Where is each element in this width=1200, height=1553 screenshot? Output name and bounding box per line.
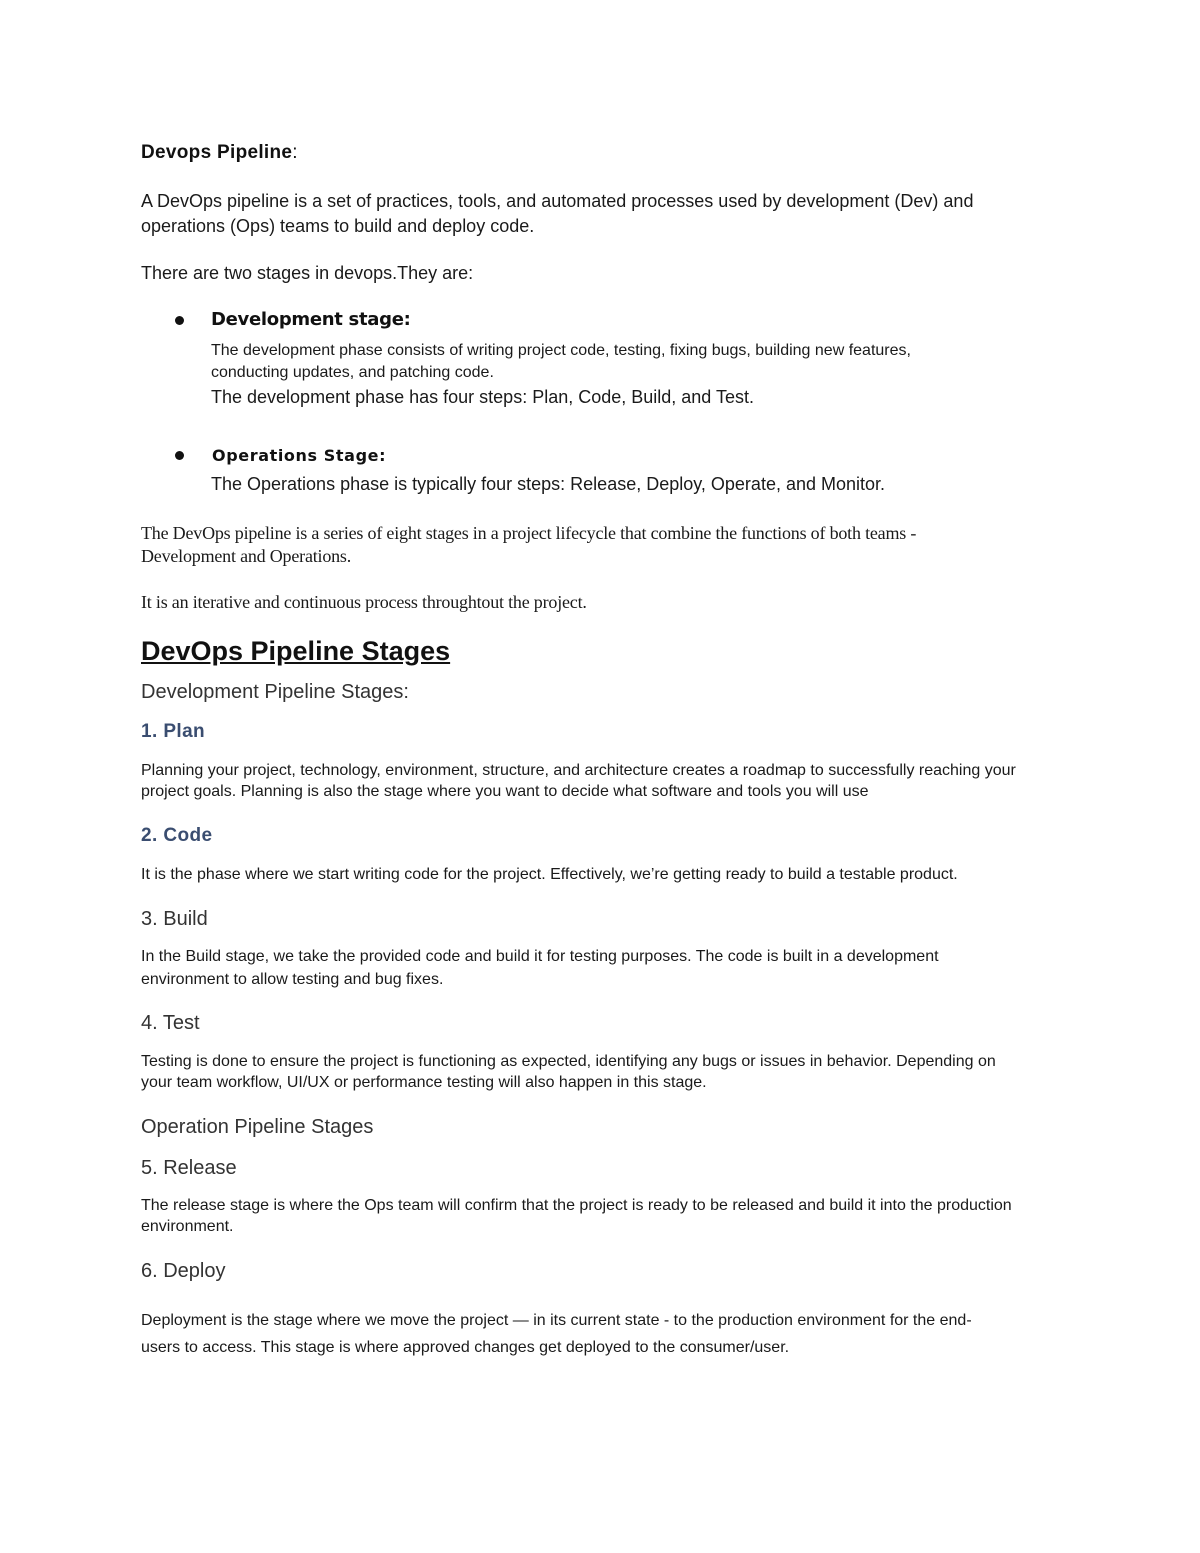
build-line-2: environment to allow testing and bug fixes. <box>141 971 444 988</box>
operations-line-1: The Operations phase is typically four steps: Release, Deploy, Operate, and Monitor. <box>211 474 886 494</box>
document-title <box>141 142 298 164</box>
test-line-1: Testing is done to ensure the project is functioning as expected, identifying any bugs or issues in behavior. Depending on <box>141 1053 996 1070</box>
stage-heading-release: 5. Release <box>141 1157 237 1179</box>
stage-heading-test: 4. Test <box>141 1012 200 1034</box>
bullet-dot-operations <box>175 451 184 460</box>
development-line-1: The development phase consists of writing project code, testing, fixing bugs, building new features, <box>211 342 911 359</box>
plan-line-2: project goals. Planning is also the stage where you want to decide what software and tools you will use <box>141 783 869 800</box>
release-line-2: environment. <box>141 1218 234 1235</box>
stage-heading-plan: 1. Plan <box>141 721 206 742</box>
development-line-2: conducting updates, and patching code. <box>211 364 494 381</box>
stage-heading-deploy: 6. Deploy <box>141 1260 226 1282</box>
definition-line-2: operations (Ops) teams to build and deploy code. <box>141 216 535 236</box>
bullet-dot-development <box>175 316 184 325</box>
stage-heading-build: 3. Build <box>141 908 208 930</box>
iterative-text: It is an iterative and continuous process throughtout the project. <box>141 592 587 612</box>
summary-line-1: The DevOps pipeline is a series of eight stages in a project lifecycle that combine the functions of both teams - <box>141 523 917 543</box>
ops-pipeline-subheading: Operation Pipeline Stages <box>141 1116 374 1138</box>
development-stage-heading: Development stage: <box>211 309 411 330</box>
title-colon: : <box>292 142 298 163</box>
stages-heading: DevOps Pipeline Stages <box>141 636 451 666</box>
dev-pipeline-subheading: Development Pipeline Stages: <box>141 681 409 703</box>
definition-line-1: A DevOps pipeline is a set of practices, tools, and automated processes used by development (Dev) and <box>141 191 974 211</box>
release-line-1: The release stage is where the Ops team will confirm that the project is ready to be released and build it into the production <box>141 1197 1012 1214</box>
code-line-1: It is the phase where we start writing code for the project. Effectively, we’re getting ready to build a testable product. <box>141 866 958 883</box>
plan-line-1: Planning your project, technology, environment, structure, and architecture creates a roadmap to successfully reaching your <box>141 762 1016 779</box>
development-line-3: The development phase has four steps: Plan, Code, Build, and Test. <box>211 387 755 407</box>
stage-heading-code: 2. Code <box>141 825 213 846</box>
build-line-1: In the Build stage, we take the provided code and build it for testing purposes. The code is built in a development <box>141 948 939 965</box>
operations-stage-heading: Operations Stage: <box>212 446 387 465</box>
deploy-line-2: users to access. This stage is where approved changes get deployed to the consumer/user. <box>141 1339 790 1356</box>
two-stages-text: There are two stages in devops.They are: <box>141 263 474 283</box>
test-line-2: your team workflow, UI/UX or performance testing will also happen in this stage. <box>141 1074 707 1091</box>
summary-line-2: Development and Operations. <box>141 546 352 566</box>
title-text: Devops Pipeline <box>141 142 293 163</box>
deploy-line-1: Deployment is the stage where we move the project — in its current state - to the production environment for the end- <box>141 1312 972 1329</box>
